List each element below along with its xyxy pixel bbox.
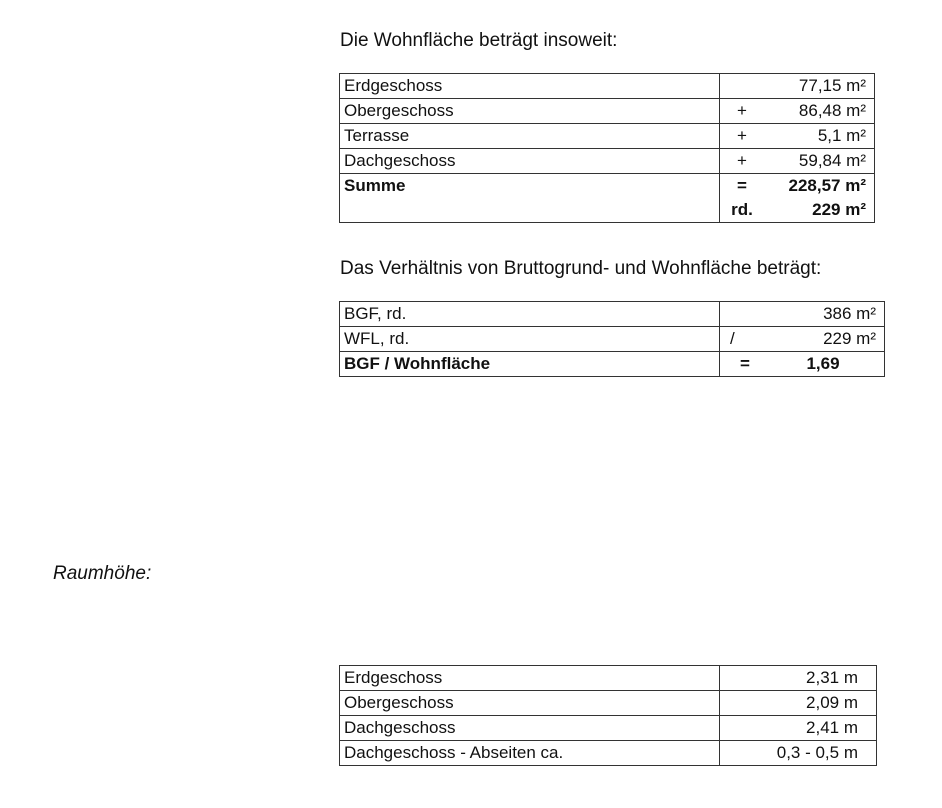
- ratio-row: [340, 352, 885, 377]
- row-value: 2,31 m: [720, 666, 877, 691]
- row-label: WFL, rd.: [340, 327, 720, 352]
- row-value: 229 m²: [764, 198, 875, 223]
- row-value: 5,1 m²: [764, 124, 875, 149]
- table-row: [340, 149, 875, 174]
- table-row: [340, 691, 877, 716]
- row-operator: +: [720, 99, 765, 124]
- row-value: 228,57 m²: [764, 174, 875, 199]
- wohnflaeche-table: [339, 73, 875, 223]
- table-row: [340, 716, 877, 741]
- raumhoehe-heading: Raumhöhe:: [53, 563, 152, 584]
- row-operator: [720, 74, 765, 99]
- row-label: Erdgeschoss: [340, 74, 720, 99]
- row-label: Erdgeschoss: [340, 666, 720, 691]
- row-value: 86,48 m²: [764, 99, 875, 124]
- row-value: 59,84 m²: [764, 149, 875, 174]
- row-value: 1,69: [770, 352, 885, 377]
- row-label: [340, 198, 720, 223]
- row-operator: [720, 302, 771, 327]
- table-row: [340, 666, 877, 691]
- sum-row: [340, 174, 875, 199]
- row-label: Dachgeschoss: [340, 716, 720, 741]
- table-row: [340, 302, 885, 327]
- row-label: Dachgeschoss: [340, 149, 720, 174]
- row-label: Terrasse: [340, 124, 720, 149]
- row-operator: +: [720, 149, 765, 174]
- table-row: [340, 74, 875, 99]
- verhaeltnis-heading: Das Verhältnis von Bruttogrund- und Wohnfläche beträgt:: [340, 258, 822, 279]
- row-operator: rd.: [720, 198, 765, 223]
- table-row: [340, 124, 875, 149]
- row-label: Dachgeschoss - Abseiten ca.: [340, 741, 720, 766]
- row-value: 229 m²: [770, 327, 885, 352]
- row-operator: +: [720, 124, 765, 149]
- row-value: 386 m²: [770, 302, 885, 327]
- wohnflaeche-heading: Die Wohnfläche beträgt insoweit:: [340, 30, 618, 51]
- row-value: 0,3 - 0,5 m: [720, 741, 877, 766]
- raumhoehe-table: [339, 665, 877, 766]
- row-operator: =: [720, 174, 765, 199]
- table-row: [340, 327, 885, 352]
- rounded-row: [340, 198, 875, 223]
- row-value: 2,41 m: [720, 716, 877, 741]
- row-label: Summe: [340, 174, 720, 199]
- row-operator: /: [720, 327, 771, 352]
- table-row: [340, 741, 877, 766]
- table-row: [340, 99, 875, 124]
- row-operator: =: [720, 352, 771, 377]
- row-label: Obergeschoss: [340, 99, 720, 124]
- row-label: Obergeschoss: [340, 691, 720, 716]
- verhaeltnis-table: [339, 301, 885, 377]
- row-label: BGF, rd.: [340, 302, 720, 327]
- row-value: 77,15 m²: [764, 74, 875, 99]
- row-value: 2,09 m: [720, 691, 877, 716]
- row-label: BGF / Wohnfläche: [340, 352, 720, 377]
